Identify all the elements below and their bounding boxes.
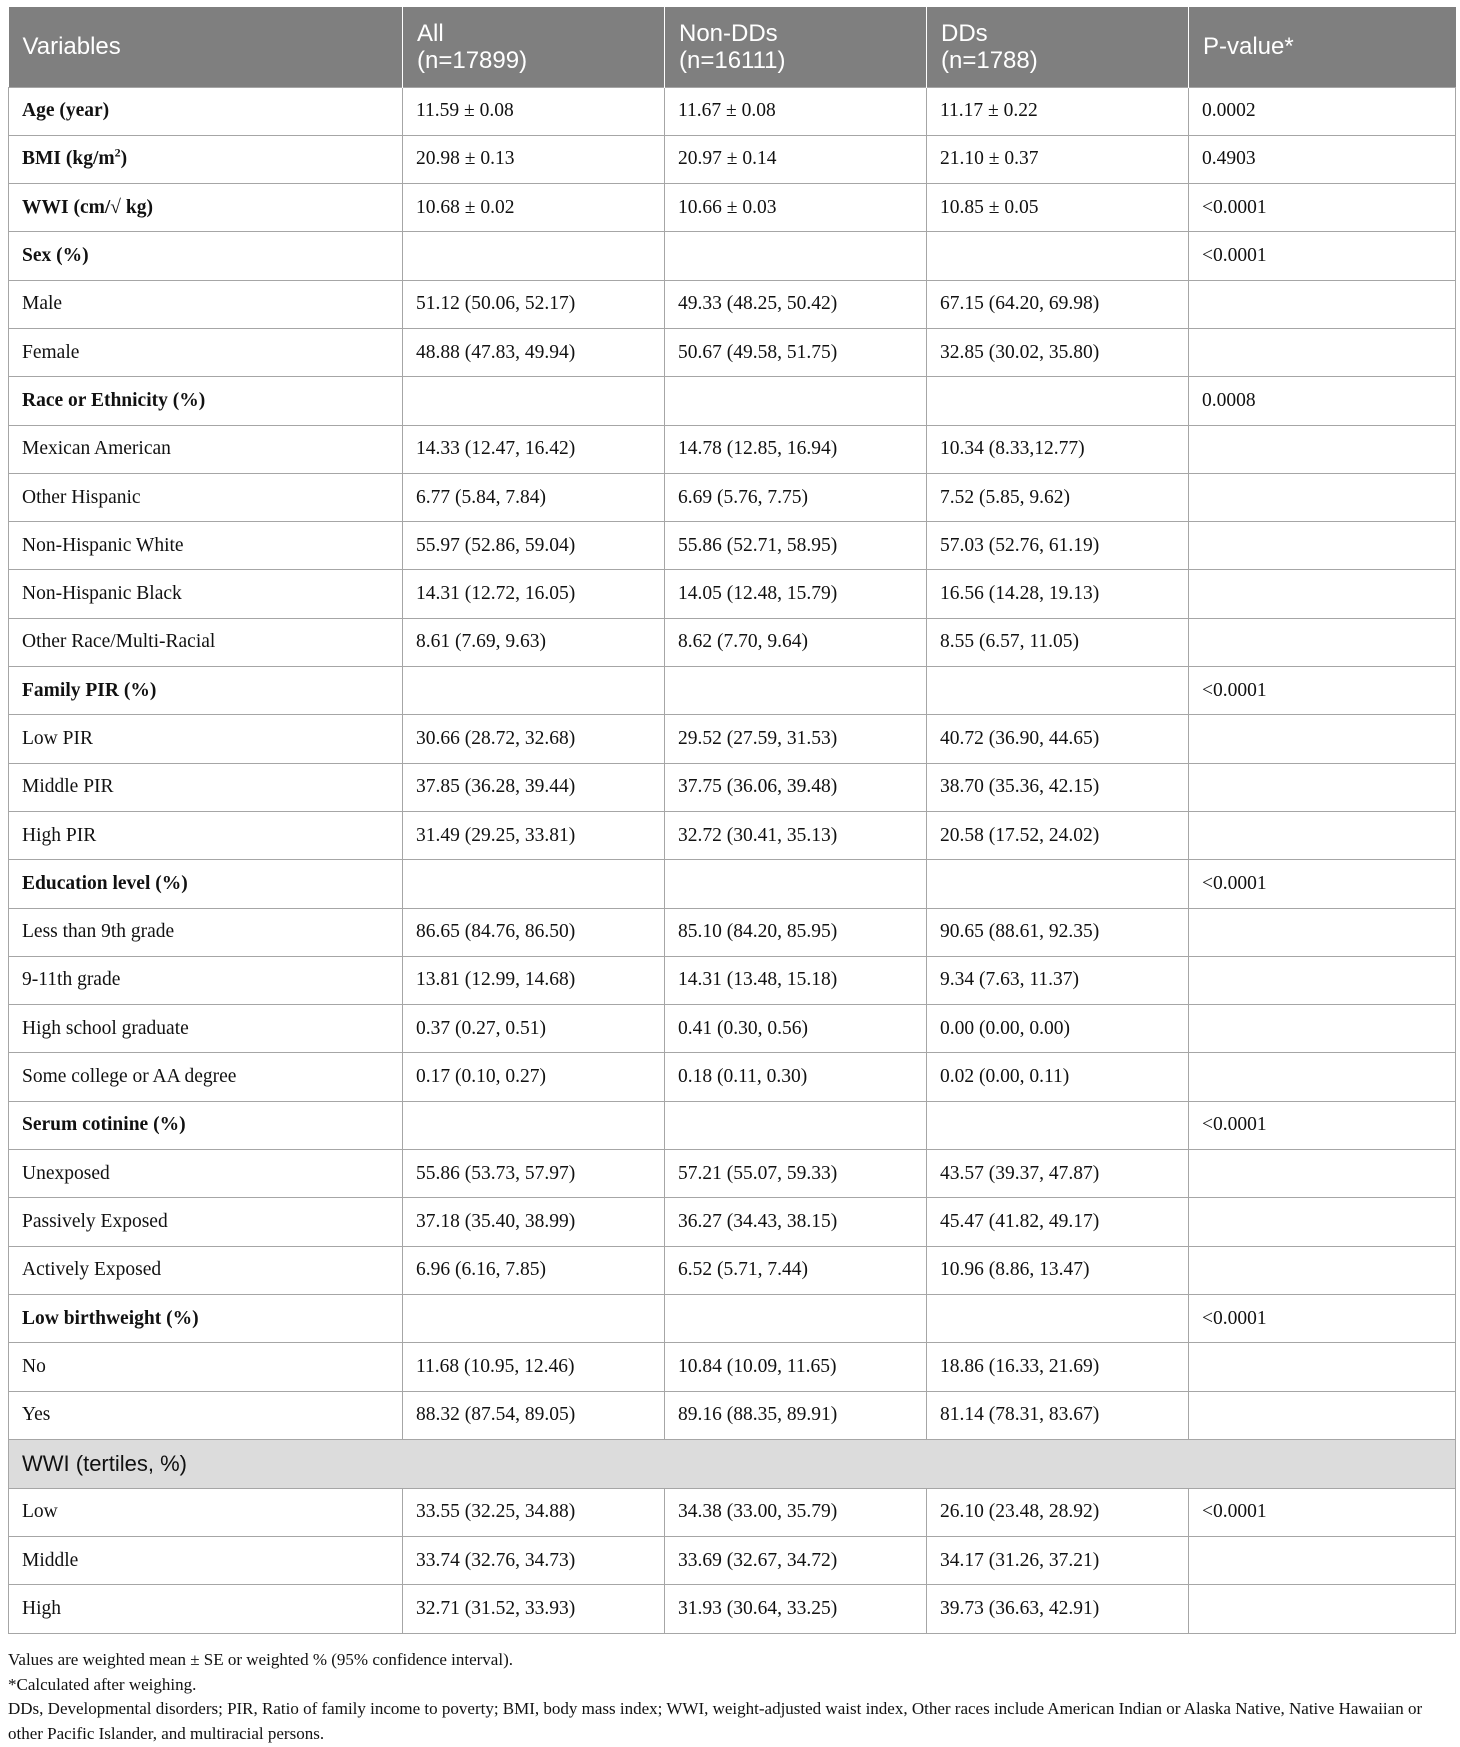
table-row [9,956,1456,1004]
cell-non-dds [665,860,927,908]
table-row [9,1343,1456,1391]
table-row [9,328,1456,376]
cell-p-value [1189,1537,1456,1585]
variable-label-text: Race or Ethnicity (%) [22,389,206,411]
cell-all: 14.33 (12.47, 16.42) [403,425,665,473]
cell-dds: 0.02 (0.00, 0.11) [927,1053,1189,1101]
table-row [9,473,1456,521]
cell-p-value [1189,1246,1456,1294]
cell-p-value: <0.0001 [1189,184,1456,232]
table-row [9,1101,1456,1149]
footnote: Values are weighted mean ± SE or weighted % (95% confidence interval). [8,1650,513,1669]
cell-p-value: <0.0001 [1189,667,1456,715]
cell-dds [927,667,1189,715]
characteristics-table [8,7,1456,1634]
table-row [9,1585,1456,1633]
variable-label-text: Male [22,293,63,315]
variable-label-text: Age (year) [22,100,110,122]
cell-p-value: <0.0001 [1189,1294,1456,1342]
table-container [8,7,1455,1634]
cell-dds: 67.15 (64.20, 69.98) [927,280,1189,328]
cell-dds [927,377,1189,425]
variable-label [9,1246,403,1294]
header-dds [927,7,1189,87]
cell-all: 0.37 (0.27, 0.51) [403,1005,665,1053]
cell-non-dds: 49.33 (48.25, 50.42) [665,280,927,328]
variable-label [9,473,403,521]
header-line2: (n=1788) [941,46,1038,74]
cell-dds: 34.17 (31.26, 37.21) [927,1537,1189,1585]
variable-label [9,1343,403,1391]
variable-label-text: WWI (cm/√ kg) [22,196,153,218]
cell-non-dds [665,1101,927,1149]
variable-label [9,87,403,135]
cell-dds: 26.10 (23.48, 28.92) [927,1488,1189,1536]
cell-all: 14.31 (12.72, 16.05) [403,570,665,618]
cell-dds: 90.65 (88.61, 92.35) [927,908,1189,956]
table-row [9,87,1456,135]
cell-all: 48.88 (47.83, 49.94) [403,328,665,376]
cell-non-dds: 10.66 ± 0.03 [665,184,927,232]
header-line1: Non-DDs [679,19,778,47]
table-row [9,135,1456,183]
variable-label [9,184,403,232]
cell-p-value: <0.0001 [1189,1488,1456,1536]
variable-label-text: Female [22,341,80,363]
variable-label [9,1391,403,1439]
cell-non-dds: 32.72 (30.41, 35.13) [665,811,927,859]
variable-label-text: High school graduate [22,1017,189,1039]
variable-label-text: Education level (%) [22,872,188,894]
variable-label-text: No [22,1355,46,1377]
table-row [9,570,1456,618]
cell-p-value [1189,956,1456,1004]
table-row [9,1053,1456,1101]
cell-non-dds: 6.69 (5.76, 7.75) [665,473,927,521]
cell-dds: 39.73 (36.63, 42.91) [927,1585,1189,1633]
variable-label [9,1585,403,1633]
cell-non-dds: 29.52 (27.59, 31.53) [665,715,927,763]
cell-p-value [1189,1391,1456,1439]
cell-non-dds: 89.16 (88.35, 89.91) [665,1391,927,1439]
cell-non-dds: 11.67 ± 0.08 [665,87,927,135]
cell-all: 55.97 (52.86, 59.04) [403,522,665,570]
variable-label-text: Passively Exposed [22,1210,168,1232]
variable-label-text: Non-Hispanic Black [22,583,182,605]
cell-p-value [1189,570,1456,618]
cell-all: 33.74 (32.76, 34.73) [403,1537,665,1585]
cell-all [403,667,665,715]
header-line1: P-value* [1203,33,1294,61]
variable-label [9,1537,403,1585]
cell-dds: 16.56 (14.28, 19.13) [927,570,1189,618]
table-row [9,1294,1456,1342]
cell-non-dds: 20.97 ± 0.14 [665,135,927,183]
cell-p-value [1189,811,1456,859]
variable-label-text: Serum cotinine (%) [22,1114,186,1136]
cell-p-value: <0.0001 [1189,232,1456,280]
header-line2: (n=16111) [679,46,786,74]
variable-label-text: Middle [22,1549,79,1571]
cell-dds [927,1294,1189,1342]
cell-dds [927,860,1189,908]
cell-all: 51.12 (50.06, 52.17) [403,280,665,328]
header-p-value [1189,7,1456,87]
cell-non-dds: 34.38 (33.00, 35.79) [665,1488,927,1536]
cell-dds: 20.58 (17.52, 24.02) [927,811,1189,859]
variable-label [9,811,403,859]
cell-dds: 8.55 (6.57, 11.05) [927,618,1189,666]
variable-label [9,425,403,473]
cell-p-value [1189,473,1456,521]
cell-non-dds: 0.41 (0.30, 0.56) [665,1005,927,1053]
cell-all: 0.17 (0.10, 0.27) [403,1053,665,1101]
table-row [9,1537,1456,1585]
variable-label-text: Family PIR (%) [22,679,157,701]
cell-dds [927,232,1189,280]
cell-non-dds: 10.84 (10.09, 11.65) [665,1343,927,1391]
cell-all: 20.98 ± 0.13 [403,135,665,183]
variable-label [9,232,403,280]
variable-label [9,1150,403,1198]
variable-label [9,570,403,618]
variable-label [9,280,403,328]
cell-all: 11.68 (10.95, 12.46) [403,1343,665,1391]
cell-dds: 18.86 (16.33, 21.69) [927,1343,1189,1391]
variable-label [9,956,403,1004]
cell-dds: 57.03 (52.76, 61.19) [927,522,1189,570]
cell-dds: 10.85 ± 0.05 [927,184,1189,232]
cell-non-dds: 8.62 (7.70, 9.64) [665,618,927,666]
cell-p-value [1189,1198,1456,1246]
table-row [9,425,1456,473]
table-row [9,377,1456,425]
cell-all: 37.85 (36.28, 39.44) [403,763,665,811]
cell-all: 13.81 (12.99, 14.68) [403,956,665,1004]
cell-dds: 9.34 (7.63, 11.37) [927,956,1189,1004]
variable-label-text: Other Race/Multi-Racial [22,631,216,653]
cell-non-dds: 14.78 (12.85, 16.94) [665,425,927,473]
variable-label [9,860,403,908]
table-row [9,522,1456,570]
variable-label [9,667,403,715]
variable-label-text: Non-Hispanic White [22,534,184,556]
table-row [9,184,1456,232]
table-row [9,860,1456,908]
header-all [403,7,665,87]
variable-label-text: Actively Exposed [22,1259,162,1281]
table-row [9,1150,1456,1198]
cell-dds: 38.70 (35.36, 42.15) [927,763,1189,811]
header-line2: (n=17899) [417,46,528,74]
cell-p-value [1189,1150,1456,1198]
variable-label-text: High [22,1598,61,1620]
cell-p-value [1189,715,1456,763]
variable-label-text: Less than 9th grade [22,921,175,943]
variable-label-text: Mexican American [22,438,171,460]
cell-all [403,860,665,908]
label-superscript: 2 [114,145,121,160]
cell-all [403,1294,665,1342]
section-label: WWI (tertiles, %) [9,1439,1456,1488]
cell-dds: 0.00 (0.00, 0.00) [927,1005,1189,1053]
cell-non-dds [665,1294,927,1342]
variable-label [9,618,403,666]
variable-label-text: Middle PIR [22,776,114,798]
table-body [9,87,1456,1633]
cell-p-value [1189,1005,1456,1053]
variable-label-text: Low PIR [22,728,93,749]
header-line1: DDs [941,19,988,47]
variable-label [9,763,403,811]
cell-all: 8.61 (7.69, 9.63) [403,618,665,666]
table-row [9,811,1456,859]
table-row [9,667,1456,715]
cell-all: 30.66 (28.72, 32.68) [403,715,665,763]
header-line1: All [417,19,444,47]
cell-dds [927,1101,1189,1149]
cell-all [403,232,665,280]
variable-label-text: Some college or AA degree [22,1066,237,1088]
variable-label-text: Low birthweight (%) [22,1307,199,1329]
variable-label [9,522,403,570]
table-row [9,715,1456,763]
header-row [9,7,1456,87]
cell-p-value [1189,1585,1456,1633]
variable-label-text: High PIR [22,824,97,846]
cell-non-dds: 85.10 (84.20, 85.95) [665,908,927,956]
cell-all: 6.77 (5.84, 7.84) [403,473,665,521]
variable-label-text: Low [22,1501,58,1523]
cell-p-value [1189,763,1456,811]
cell-p-value [1189,280,1456,328]
variable-label-text: Unexposed [22,1162,110,1184]
table-row [9,1488,1456,1536]
cell-all: 31.49 (29.25, 33.81) [403,811,665,859]
cell-all: 33.55 (32.25, 34.88) [403,1488,665,1536]
cell-all: 6.96 (6.16, 7.85) [403,1246,665,1294]
table-row [9,232,1456,280]
variable-label-text: Other Hispanic [22,486,141,508]
cell-dds: 11.17 ± 0.22 [927,87,1189,135]
cell-non-dds [665,377,927,425]
variable-label [9,1005,403,1053]
cell-p-value [1189,908,1456,956]
cell-non-dds: 0.18 (0.11, 0.30) [665,1053,927,1101]
cell-p-value: <0.0001 [1189,1101,1456,1149]
cell-dds: 81.14 (78.31, 83.67) [927,1391,1189,1439]
cell-all: 32.71 (31.52, 33.93) [403,1585,665,1633]
variable-label [9,1053,403,1101]
cell-dds: 21.10 ± 0.37 [927,135,1189,183]
table-row [9,763,1456,811]
variable-label [9,1101,403,1149]
table-row [9,1391,1456,1439]
cell-all [403,377,665,425]
cell-p-value [1189,618,1456,666]
variable-label-text: BMI (kg/m [22,148,115,170]
cell-all: 37.18 (35.40, 38.99) [403,1198,665,1246]
cell-dds: 45.47 (41.82, 49.17) [927,1198,1189,1246]
cell-non-dds: 57.21 (55.07, 59.33) [665,1150,927,1198]
cell-all: 11.59 ± 0.08 [403,87,665,135]
cell-p-value [1189,1053,1456,1101]
variable-label [9,1294,403,1342]
cell-p-value [1189,1343,1456,1391]
variable-label [9,715,403,763]
cell-p-value [1189,425,1456,473]
cell-non-dds: 14.31 (13.48, 15.18) [665,956,927,1004]
cell-non-dds: 33.69 (32.67, 34.72) [665,1537,927,1585]
cell-non-dds: 6.52 (5.71, 7.44) [665,1246,927,1294]
table-row [9,908,1456,956]
cell-p-value [1189,522,1456,570]
variable-label [9,1198,403,1246]
table-row [9,1246,1456,1294]
variable-label [9,328,403,376]
section-row [9,1439,1456,1488]
header-variables [9,7,403,87]
cell-dds: 32.85 (30.02, 35.80) [927,328,1189,376]
cell-dds: 40.72 (36.90, 44.65) [927,715,1189,763]
cell-p-value: 0.0002 [1189,87,1456,135]
cell-dds: 43.57 (39.37, 47.87) [927,1150,1189,1198]
cell-non-dds: 37.75 (36.06, 39.48) [665,763,927,811]
cell-dds: 10.34 (8.33,12.77) [927,425,1189,473]
cell-p-value: 0.4903 [1189,135,1456,183]
cell-non-dds [665,232,927,280]
footnote: DDs, Developmental disorders; PIR, Ratio of family income to poverty; BMI, body mass index; WWI, weight-adjusted waist index, Other races include American Indian or Alaska Native, Native Hawaiian or other Pacific Islander, and multiracial persons. [8,1699,1423,1743]
variable-label [9,135,403,183]
variable-label-text: Yes [22,1404,51,1426]
cell-all: 88.32 (87.54, 89.05) [403,1391,665,1439]
table-row [9,280,1456,328]
cell-non-dds: 14.05 (12.48, 15.79) [665,570,927,618]
header-line1: Variables [22,33,121,61]
footnote: *Calculated after weighing. [8,1674,197,1694]
cell-non-dds: 50.67 (49.58, 51.75) [665,328,927,376]
cell-p-value: <0.0001 [1189,860,1456,908]
cell-non-dds: 31.93 (30.64, 33.25) [665,1585,927,1633]
variable-label [9,377,403,425]
table-row [9,1198,1456,1246]
cell-all: 55.86 (53.73, 57.97) [403,1150,665,1198]
table-row [9,1005,1456,1053]
cell-all: 10.68 ± 0.02 [403,184,665,232]
cell-non-dds: 55.86 (52.71, 58.95) [665,522,927,570]
cell-all: 86.65 (84.76, 86.50) [403,908,665,956]
cell-p-value: 0.0008 [1189,377,1456,425]
header-non-dds [665,7,927,87]
label-suffix: ) [120,148,128,170]
cell-dds: 10.96 (8.86, 13.47) [927,1246,1189,1294]
variable-label-text: Sex (%) [22,245,89,267]
variable-label-text: 9-11th grade [22,969,121,991]
table-row [9,618,1456,666]
cell-dds: 7.52 (5.85, 9.62) [927,473,1189,521]
table-footnotes [8,1648,1455,1746]
cell-non-dds: 36.27 (34.43, 38.15) [665,1198,927,1246]
variable-label [9,908,403,956]
cell-non-dds [665,667,927,715]
variable-label [9,1488,403,1536]
cell-all [403,1101,665,1149]
cell-p-value [1189,328,1456,376]
